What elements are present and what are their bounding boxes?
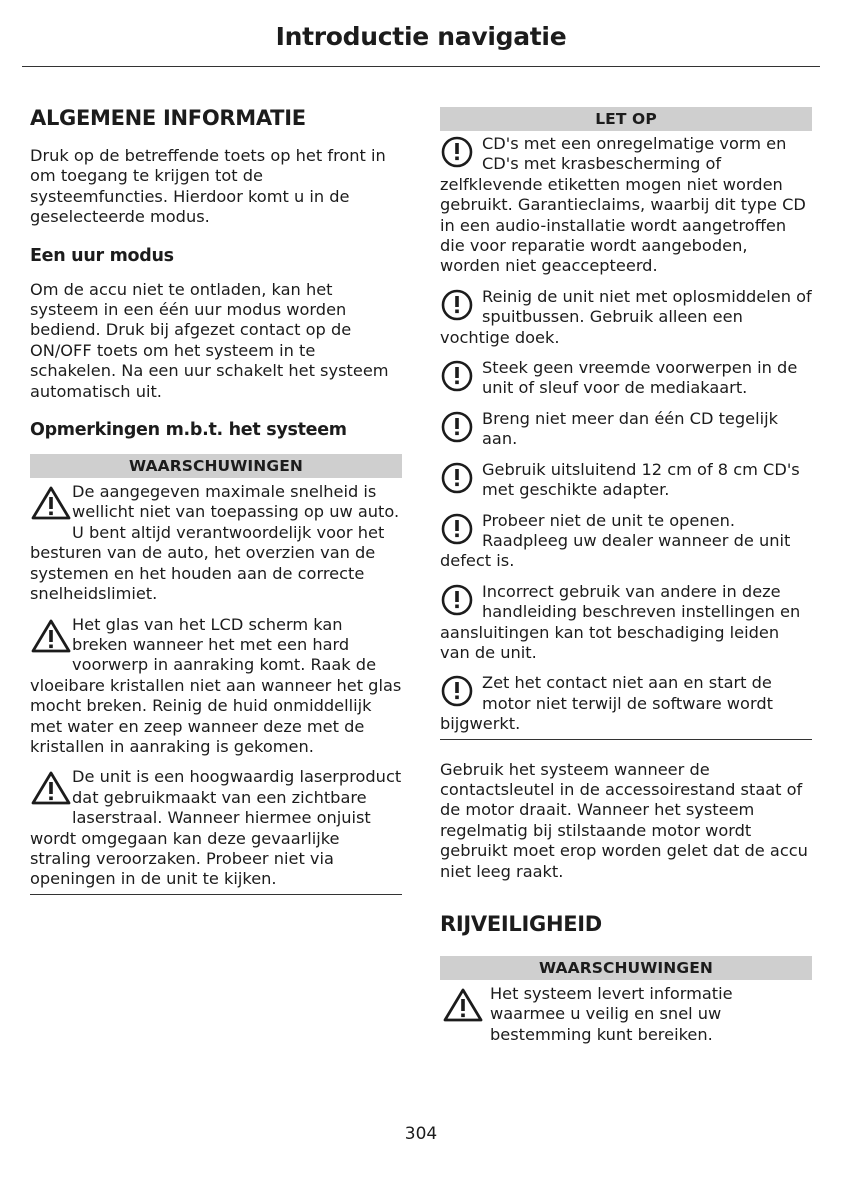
warning-triangle-icon (30, 617, 72, 657)
caution-note (440, 287, 812, 348)
subheading-opmerkingen: Opmerkingen m.b.t. het systeem (30, 420, 347, 441)
caution-note (440, 582, 812, 664)
warning-triangle-icon (30, 484, 72, 524)
caution-text: Probeer niet de unit te openen. Raadpleeg uw dealer wanneer de unit defect is. (440, 510, 791, 571)
right-column (440, 107, 812, 1045)
page-number: 304 (404, 1124, 438, 1144)
warnings-box-header: WAARSCHUWINGEN (30, 454, 402, 478)
warning-text: Het glas van het LCD scherm kan breken wanneer het met een hard voorwerp in aanraking komt. Raak de vloeibare kristallen niet aan wanneer het glas mocht breken. Reinig de huid onmiddellijk met water en zeep wanneer deze met de kristallen in aanraking is gekomen. (30, 614, 402, 756)
left-column (30, 100, 402, 895)
caution-note (440, 511, 812, 572)
caution-text: CD's met een onregelmatige vorm en CD's met krasbescherming of zelfklevende etiketten mogen niet worden gebruikt. Garantieclaims, waarbij dit type CD in een audio-installatie wordt aangetroffen die voor reparatie wordt aangeboden, worden niet geaccepteerd. (440, 134, 806, 276)
title-divider (22, 66, 820, 67)
warning-triangle-icon (440, 986, 490, 1026)
warning-note (440, 984, 812, 1045)
caution-exclamation-icon (440, 512, 482, 548)
algemene-text: Druk op de betreffende toets op het front in om toegang te krijgen tot de systeemfuncties. Hierdoor komt u in de geselecteerde modus. (30, 146, 386, 227)
caution-exclamation-icon (440, 461, 482, 497)
warning-text: De unit is een hoogwaardig laserproduct dat gebruikmaakt van een zichtbare laserstraal. Wanneer hiermee onjuist wordt omgegaan kan deze gevaarlijke straling veroorzaken. Probeer niet via openingen in de unit te kijken. (30, 767, 402, 889)
caution-note (440, 358, 812, 399)
warning-triangle-icon (30, 769, 72, 809)
page-title: Introductie navigatie (275, 22, 567, 51)
let-op-box-header: LET OP (440, 107, 812, 131)
caution-note (440, 460, 812, 501)
caution-exclamation-icon (440, 359, 482, 395)
section-heading-algemene: ALGEMENE INFORMATIE (30, 106, 306, 130)
caution-text: Gebruik uitsluitend 12 cm of 8 cm CD's met geschikte adapter. (482, 459, 800, 500)
rijveiligheid-warnings-header: WAARSCHUWINGEN (440, 956, 812, 980)
warning-text: Het systeem levert informatie waarmee u veilig en snel uw bestemming kunt bereiken. (490, 984, 733, 1044)
warning-text: De aangegeven maximale snelheid is wellicht niet van toepassing op uw auto. U bent altijd verantwoordelijk voor het besturen van de auto, het overzien van de systemen en het houden aan de correcte snelheidslimiet. (30, 482, 400, 604)
usage-text: Gebruik het systeem wanneer de contactsleutel in de accessoirestand staat of de motor draait. Wanneer het systeem regelmatig bij stilstaande motor wordt gebruikt moet erop worden gelet dat de accu niet leeg raakt. (440, 759, 808, 881)
uur-modus-text: Om de accu niet te ontladen, kan het systeem in een één uur modus worden bediend. Druk bij afgezet contact op de ON/OFF toets om het systeem in te schakelen. Na een uur schakelt het systeem automatisch uit. (30, 279, 389, 401)
caution-text: Zet het contact niet aan en start de motor niet terwijl de software wordt bijgwerkt. (440, 673, 773, 734)
caution-exclamation-icon (440, 674, 482, 710)
warnings-end-rule (30, 894, 402, 895)
section-heading-rijveiligheid: RIJVEILIGHEID (440, 912, 602, 936)
caution-note (440, 673, 812, 734)
let-op-end-rule (440, 739, 812, 740)
caution-note (440, 409, 812, 450)
caution-note (440, 134, 812, 277)
caution-exclamation-icon (440, 410, 482, 446)
caution-text: Incorrect gebruik van andere in deze handleiding beschreven instellingen en aansluitingen kan tot beschadiging leiden van de unit. (440, 581, 801, 662)
caution-text: Steek geen vreemde voorwerpen in de unit of sleuf voor de mediakaart. (482, 358, 798, 398)
warning-note (30, 767, 402, 889)
caution-text: Reinig de unit niet met oplosmiddelen of spuitbussen. Gebruik alleen een vochtige doek. (440, 286, 812, 347)
warning-note (30, 615, 402, 758)
caution-text: Breng niet meer dan één CD tegelijk aan. (482, 408, 778, 449)
subheading-uur-modus: Een uur modus (30, 245, 174, 266)
caution-exclamation-icon (440, 288, 482, 324)
caution-exclamation-icon (440, 583, 482, 619)
caution-exclamation-icon (440, 135, 482, 171)
warning-note (30, 482, 402, 604)
